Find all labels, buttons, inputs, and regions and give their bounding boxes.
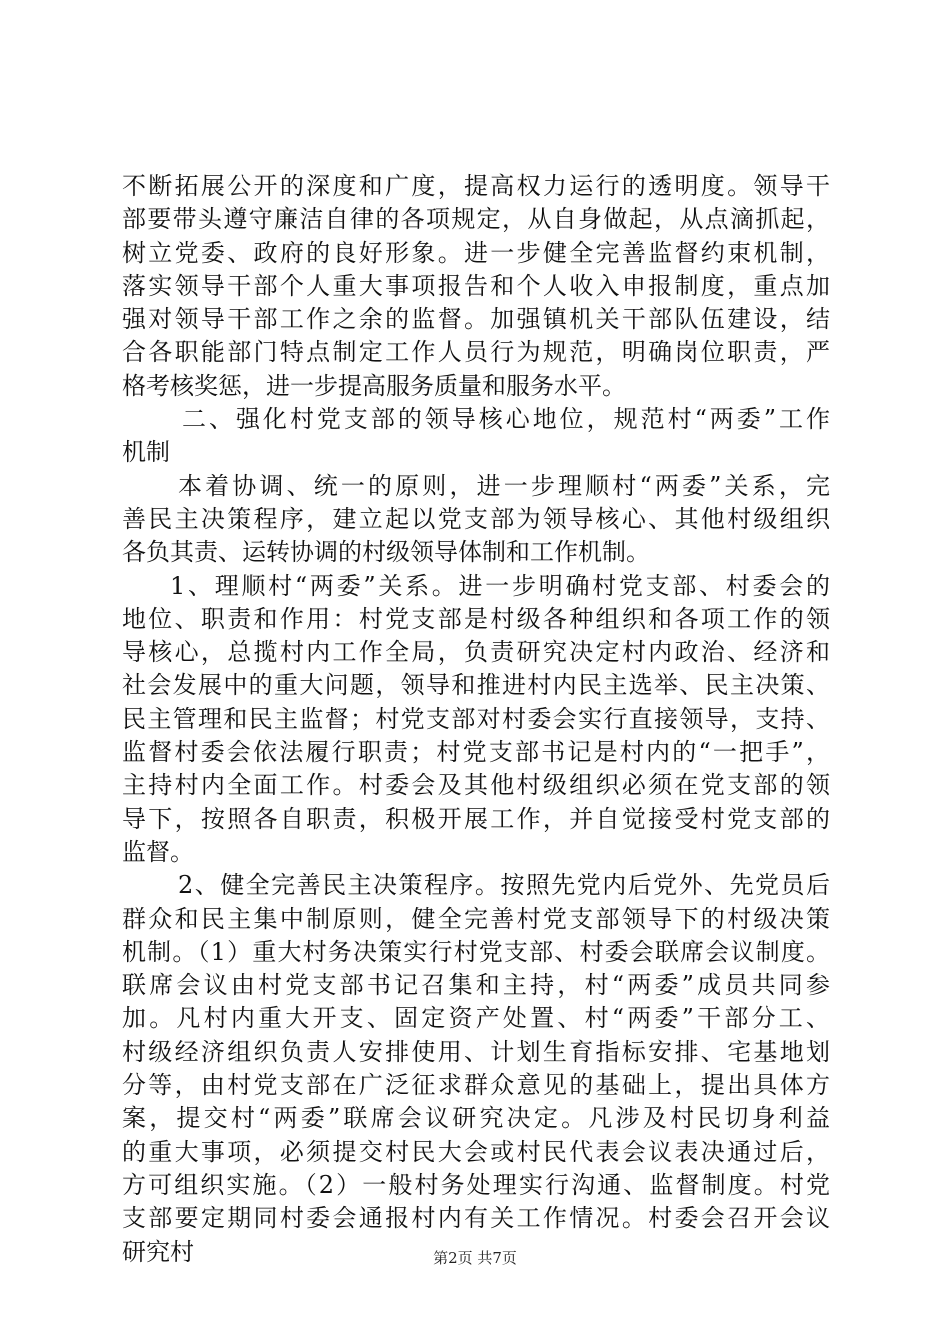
text-line: 本着协调、统一的原则，进一步理顺村“两委”关系，完 bbox=[178, 471, 830, 500]
text-line: 机制。（1）重大村务决策实行村党支部、村委会联席会议制度。 bbox=[122, 937, 830, 966]
text-line: 加。凡村内重大开支、固定资产处置、村“两委”干部分工、 bbox=[122, 1004, 830, 1033]
heading-line: 二、强化村党支部的领导核心地位，规范村“两委”工作 bbox=[182, 405, 830, 434]
section-heading-two bbox=[122, 403, 830, 470]
text-line: 分等，由村党支部在广泛征求群众意见的基础上，提出具体方 bbox=[122, 1071, 830, 1100]
text-line: 地位、职责和作用：村党支部是村级各种组织和各项工作的领 bbox=[122, 604, 830, 633]
heading-line: 机制 bbox=[122, 438, 170, 467]
text-line: 善民主决策程序，建立起以党支部为领导核心、其他村级组织 bbox=[122, 504, 830, 533]
paragraph-principle bbox=[122, 470, 830, 570]
text-line: 主持村内全面工作。村委会及其他村级组织必须在党支部的领 bbox=[122, 771, 830, 800]
document-body bbox=[122, 170, 830, 1269]
text-line: 的重大事项，必须提交村民大会或村民代表会议表决通过后， bbox=[122, 1137, 830, 1166]
text-line: 群众和民主集中制原则，健全完善村党支部领导下的村级决策 bbox=[122, 904, 830, 933]
text-line: 研究村 bbox=[122, 1237, 194, 1266]
text-line: 合各职能部门特点制定工作人员行为规范，明确岗位职责，严 bbox=[122, 338, 830, 367]
paragraph-transparency bbox=[122, 170, 830, 403]
paragraph-item-2 bbox=[122, 869, 830, 1269]
text-line: 案，提交村“两委”联席会议研究决定。凡涉及村民切身利益 bbox=[122, 1104, 830, 1133]
text-line: 落实领导干部个人重大事项报告和个人收入申报制度，重点加 bbox=[122, 271, 830, 300]
text-line: 村级经济组织负责人安排使用、计划生育指标安排、宅基地划 bbox=[122, 1037, 830, 1066]
page-number-label: 第2页 共7页 bbox=[433, 1249, 517, 1267]
text-line: 联席会议由村党支部书记召集和主持，村“两委”成员共同参 bbox=[122, 971, 830, 1000]
text-line: 不断拓展公开的深度和广度，提高权力运行的透明度。领导干 bbox=[122, 172, 830, 200]
text-line: 1、理顺村“两委”关系。进一步明确村党支部、村委会的 bbox=[170, 571, 830, 600]
page-footer bbox=[0, 1247, 950, 1268]
text-line: 民主管理和民主监督；村党支部对村委会实行直接领导，支持、 bbox=[122, 704, 830, 733]
text-line: 监督村委会依法履行职责；村党支部书记是村内的“一把手”， bbox=[122, 738, 830, 767]
text-line: 导核心，总揽村内工作全局，负责研究决定村内政治、经济和 bbox=[122, 638, 830, 667]
text-line: 格考核奖惩，进一步提高服务质量和服务水平。 bbox=[122, 371, 626, 400]
text-line: 导下，按照各自职责，积极开展工作，并自觉接受村党支部的 bbox=[122, 804, 830, 833]
text-line: 监督。 bbox=[122, 837, 194, 866]
text-line: 社会发展中的重大问题，领导和推进村内民主选举、民主决策、 bbox=[122, 671, 830, 700]
paragraph-item-1 bbox=[122, 570, 830, 870]
text-line: 支部要定期同村委会通报村内有关工作情况。村委会召开会议 bbox=[122, 1204, 830, 1233]
text-line: 部要带头遵守廉洁自律的各项规定，从自身做起，从点滴抓起， bbox=[122, 205, 830, 234]
text-line: 各负其责、运转协调的村级领导体制和工作机制。 bbox=[122, 538, 650, 567]
text-line: 树立党委、政府的良好形象。进一步健全完善监督约束机制， bbox=[122, 238, 830, 267]
text-line: 方可组织实施。（2）一般村务处理实行沟通、监督制度。村党 bbox=[122, 1170, 830, 1199]
text-line: 强对领导干部工作之余的监督。加强镇机关干部队伍建设，结 bbox=[122, 305, 830, 334]
text-line: 2、健全完善民主决策程序。按照先党内后党外、先党员后 bbox=[178, 871, 830, 900]
